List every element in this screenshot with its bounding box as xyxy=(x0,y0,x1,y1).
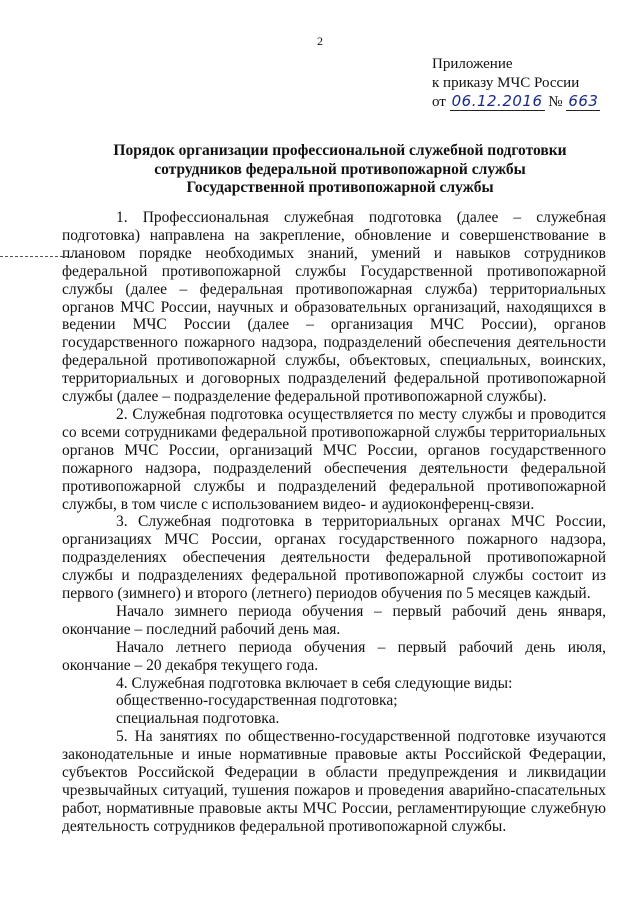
paragraph-5: 5. На занятиях по общественно-государственной подготовке изучаются законодательные и иные нормативные правовые акты Российской Федерации, субъектов Российской Федерации в области предупреждения и ликвидации чрезвычайных ситуаций, тушения пожаров и проведения аварийно-спасательных работ, нормативные правовые акты МЧС России, регламентирующие служебную деятельность сотрудников федеральной противопожарной службы. xyxy=(62,728,606,835)
appendix-from-label: от xyxy=(432,94,446,110)
appendix-line-3 xyxy=(432,92,622,112)
document-title xyxy=(70,142,610,198)
title-line-3: Государственной противопожарной службы xyxy=(186,179,494,196)
paragraph-3: 3. Служебная подготовка в территориальных органах МЧС России, организациях МЧС России, органах государственного пожарного надзора, подразделениях обеспечения деятельности федеральной противопожарной службы и подразделениях федеральной противопожарной службы состоит из первого (зимнего) и второго (летнего) периодов обучения по 5 месяцев каждый. xyxy=(62,513,606,603)
order-date: 06.12.2016 xyxy=(451,92,543,110)
appendix-line-2: к приказу МЧС России xyxy=(432,74,580,91)
paragraph-4: 4. Служебная подготовка включает в себя следующие виды: xyxy=(116,674,513,692)
paragraph-winter-period: Начало зимнего периода обучения – первый рабочий день января, окончание – последний рабочий день мая. xyxy=(62,602,606,638)
paragraph-1: 1. Профессиональная служебная подготовка (далее – служебная подготовка) направлена на закрепление, обновление и совершенствование в плановом порядке необходимых знаний, умений и навыков сотрудников федеральной противопожарной службы Государственной противопожарной службы (далее – федеральная противопожарная служба) территориальных органов МЧС России, научных и образовательных организаций, находящихся в ведении МЧС России (далее – организация МЧС России), органов государственного пожарного надзора, подразделений обеспечения деятельности федеральной противопожарной службы, объектовых, специальных, воинских, территориальных и договорных подразделений федеральной противопожарной службы (далее – подразделение федеральной противопожарной службы). xyxy=(62,209,606,406)
page-number: 2 xyxy=(317,34,323,48)
number-sign: № xyxy=(548,94,563,110)
appendix-line-1: Приложение xyxy=(432,56,513,72)
document-body xyxy=(62,209,606,836)
paragraph-2: 2. Служебная подготовка осуществляется по месту службы и проводится со всеми сотрудниками федеральной противопожарной службы территориальных органов МЧС России, организаций МЧС России, органов государственного пожарного надзора, подразделений обеспечения деятельности федеральной противопожарной службы и подразделений федеральной противопожарной службы, в том числе с использованием видео- и аудиоконференц-связи. xyxy=(62,405,606,513)
title-line-1: Порядок организации профессиональной служебной подготовки xyxy=(113,142,567,159)
list-item-special-training: специальная подготовка. xyxy=(116,710,280,728)
paragraph-summer-period: Начало летнего периода обучения – первый рабочий день июля, окончание – 20 декабря текущего года. xyxy=(62,638,606,674)
appendix-block xyxy=(432,55,622,112)
title-line-2: сотрудников федеральной противопожарной службы xyxy=(154,160,526,178)
order-number: 663 xyxy=(568,92,599,110)
list-item-social-training: общественно-государственная подготовка; xyxy=(116,692,398,710)
